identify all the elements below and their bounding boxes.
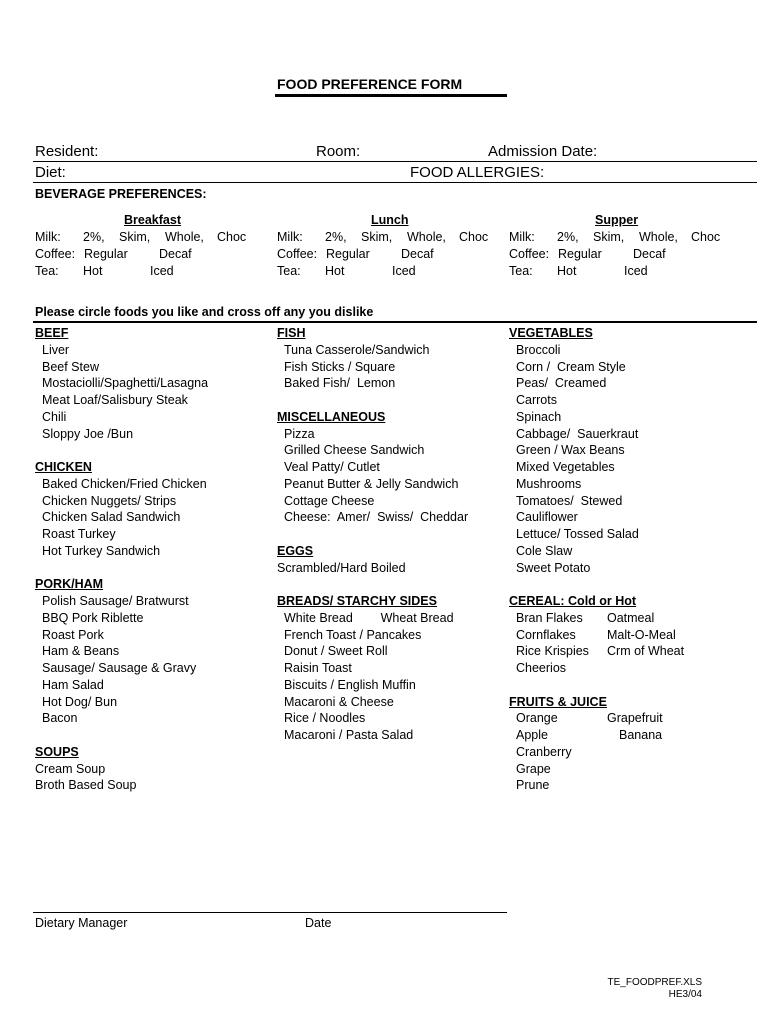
food-item[interactable]: Spinach xyxy=(516,409,562,424)
section-heading: FISH xyxy=(277,326,306,340)
food-item[interactable]: Lettuce/ Tossed Salad xyxy=(516,527,639,541)
food-item[interactable]: Cottage Cheese xyxy=(284,493,375,508)
food-item[interactable]: Cornflakes xyxy=(516,627,576,642)
food-item[interactable]: Roast Pork xyxy=(42,627,104,642)
food-item[interactable]: Cranberry xyxy=(516,744,572,759)
tea-option: Iced xyxy=(392,264,416,278)
food-item[interactable]: Cauliflower xyxy=(516,510,578,525)
food-item[interactable]: Tomatoes/ Stewed xyxy=(516,493,623,508)
food-item[interactable]: Cheerios xyxy=(516,661,567,675)
tea-option: Hot xyxy=(557,264,577,278)
food-item[interactable]: Oatmeal xyxy=(607,610,655,625)
revision-code: HE3/04 xyxy=(668,989,702,1000)
meal-supper: Supper xyxy=(595,213,639,227)
beverage-heading: BEVERAGE PREFERENCES: xyxy=(35,187,207,201)
food-item[interactable]: Macaroni / Pasta Salad xyxy=(284,728,414,742)
food-item[interactable]: Broccoli xyxy=(516,342,561,357)
food-item[interactable]: Macaroni & Cheese xyxy=(284,694,394,709)
food-item[interactable]: Bacon xyxy=(42,711,78,726)
section-heading: CEREAL: Cold or Hot xyxy=(509,594,637,608)
milk-option: Skim, xyxy=(361,230,393,244)
header-divider xyxy=(33,161,757,162)
signature-line xyxy=(33,912,507,913)
food-item[interactable]: Sweet Potato xyxy=(516,560,591,575)
tea-label: Tea: xyxy=(35,264,59,278)
food-item[interactable]: Chili xyxy=(42,409,67,424)
milk-option: Whole, xyxy=(639,230,678,244)
form-title: FOOD PREFERENCE FORM xyxy=(277,76,463,92)
date-label: Date xyxy=(305,916,332,930)
title-underline xyxy=(275,94,507,97)
section-heading: SOUPS xyxy=(35,744,79,759)
food-item[interactable]: Grapefruit xyxy=(607,711,663,726)
food-item[interactable]: White Bread Wheat Bread xyxy=(284,610,454,625)
food-item[interactable]: Ham & Beans xyxy=(42,644,120,659)
section-heading: PORK/HAM xyxy=(35,577,104,592)
file-name: TE_FOODPREF.XLS xyxy=(607,977,702,988)
tea-label: Tea: xyxy=(277,264,301,278)
food-item[interactable]: Biscuits / English Muffin xyxy=(284,677,416,692)
admission-date-label: Admission Date: xyxy=(488,143,598,160)
milk-option: 2%, xyxy=(557,230,579,244)
food-item[interactable]: Fish Sticks / Square xyxy=(284,359,396,374)
food-item[interactable]: Scrambled/Hard Boiled xyxy=(277,560,406,575)
food-item[interactable]: Veal Patty/ Cutlet xyxy=(284,460,380,474)
food-item[interactable]: Pizza xyxy=(284,426,315,441)
coffee-label: Coffee: xyxy=(35,247,76,261)
food-item[interactable]: Raisin Toast xyxy=(284,661,352,675)
food-item[interactable]: Chicken Nuggets/ Strips xyxy=(42,493,177,508)
milk-label: Milk: xyxy=(277,230,303,244)
food-item[interactable]: Broth Based Soup xyxy=(35,778,137,793)
food-item[interactable]: French Toast / Pancakes xyxy=(284,627,422,642)
food-item[interactable]: Rice / Noodles xyxy=(284,711,366,726)
section-heading: MISCELLANEOUS xyxy=(277,409,386,424)
food-item[interactable]: Cheese: Amer/ Swiss/ Cheddar xyxy=(284,510,469,525)
food-item[interactable]: Baked Fish/ Lemon xyxy=(284,376,396,391)
food-item[interactable]: Orange xyxy=(516,711,558,726)
section-heading: EGGS xyxy=(277,543,314,558)
coffee-label: Coffee: xyxy=(277,247,318,261)
food-item[interactable]: Peanut Butter & Jelly Sandwich xyxy=(284,476,459,491)
food-item[interactable]: Apple xyxy=(516,728,548,742)
food-item[interactable]: Banana xyxy=(619,728,663,742)
coffee-option: Regular xyxy=(326,247,370,261)
food-item[interactable]: Peas/ Creamed xyxy=(516,376,607,391)
food-item[interactable]: Mushrooms xyxy=(516,476,582,491)
food-item[interactable]: Hot Turkey Sandwich xyxy=(42,543,161,558)
milk-label: Milk: xyxy=(509,230,535,244)
coffee-option: Regular xyxy=(84,247,128,261)
food-item[interactable]: Beef Stew xyxy=(42,359,99,374)
food-item[interactable]: Bran Flakes xyxy=(516,610,583,625)
food-item[interactable]: Crm of Wheat xyxy=(607,644,685,659)
tea-option: Hot xyxy=(83,264,103,278)
food-item[interactable]: Hot Dog/ Bun xyxy=(42,694,118,709)
food-item[interactable]: Malt-O-Meal xyxy=(607,627,676,642)
food-item[interactable]: Carrots xyxy=(516,393,557,407)
food-item[interactable]: Cream Soup xyxy=(35,761,106,776)
tea-option: Iced xyxy=(150,264,174,278)
food-item[interactable]: Sausage/ Sausage & Gravy xyxy=(42,661,197,675)
tea-option: Iced xyxy=(624,264,648,278)
food-allergies-label: FOOD ALLERGIES: xyxy=(410,164,545,181)
milk-option: 2%, xyxy=(83,230,105,244)
food-item[interactable]: Liver xyxy=(42,342,70,357)
tea-option: Hot xyxy=(325,264,345,278)
coffee-option: Regular xyxy=(558,247,602,261)
instructions-divider xyxy=(33,321,757,323)
food-item[interactable]: Meat Loaf/Salisbury Steak xyxy=(42,393,188,407)
food-item[interactable]: Green / Wax Beans xyxy=(516,443,625,458)
milk-label: Milk: xyxy=(35,230,61,244)
food-item[interactable]: Tuna Casserole/Sandwich xyxy=(284,342,430,357)
milk-option: Skim, xyxy=(593,230,625,244)
food-item[interactable]: Corn / Cream Style xyxy=(516,359,626,374)
coffee-label: Coffee: xyxy=(509,247,550,261)
meal-breakfast: Breakfast xyxy=(124,213,181,227)
meal-lunch: Lunch xyxy=(371,213,409,227)
food-item[interactable]: Grilled Cheese Sandwich xyxy=(284,443,425,458)
milk-option: Whole, xyxy=(407,230,446,244)
section-heading: FRUITS & JUICE xyxy=(509,694,607,709)
dietary-manager-label: Dietary Manager xyxy=(35,916,128,930)
room-label: Room: xyxy=(316,143,361,160)
section-heading: VEGETABLES xyxy=(509,326,593,340)
tea-label: Tea: xyxy=(509,264,533,278)
milk-option: Choc xyxy=(459,230,489,244)
coffee-option: Decaf xyxy=(159,247,192,261)
food-item[interactable]: Cole Slaw xyxy=(516,543,573,558)
food-item[interactable]: Donut / Sweet Roll xyxy=(284,644,388,659)
food-item[interactable]: Baked Chicken/Fried Chicken xyxy=(42,476,207,491)
diet-divider xyxy=(33,182,757,183)
milk-option: Choc xyxy=(691,230,721,244)
milk-option: Skim, xyxy=(119,230,151,244)
food-item[interactable]: Rice Krispies xyxy=(516,644,589,659)
milk-option: Choc xyxy=(217,230,247,244)
coffee-option: Decaf xyxy=(401,247,434,261)
food-item[interactable]: Sloppy Joe /Bun xyxy=(42,426,134,441)
food-item[interactable]: Grape xyxy=(516,761,551,776)
coffee-option: Decaf xyxy=(633,247,666,261)
food-item[interactable]: BBQ Pork Riblette xyxy=(42,610,144,625)
section-heading: BEEF xyxy=(35,326,69,340)
milk-option: 2%, xyxy=(325,230,347,244)
section-heading: CHICKEN xyxy=(35,460,92,474)
diet-label: Diet: xyxy=(35,164,66,181)
food-item[interactable]: Polish Sausage/ Bratwurst xyxy=(42,594,189,608)
food-item[interactable]: Chicken Salad Sandwich xyxy=(42,510,181,525)
resident-label: Resident: xyxy=(35,143,99,160)
instructions: Please circle foods you like and cross off any you dislike xyxy=(35,305,374,319)
milk-option: Whole, xyxy=(165,230,204,244)
food-item[interactable]: Roast Turkey xyxy=(42,527,116,541)
food-item[interactable]: Mostaciolli/Spaghetti/Lasagna xyxy=(42,376,209,391)
food-item[interactable]: Mixed Vegetables xyxy=(516,460,615,474)
food-item[interactable]: Cabbage/ Sauerkraut xyxy=(516,426,639,441)
food-item[interactable]: Prune xyxy=(516,778,550,793)
food-item[interactable]: Ham Salad xyxy=(42,677,104,692)
section-heading: BREADS/ STARCHY SIDES xyxy=(277,594,437,608)
